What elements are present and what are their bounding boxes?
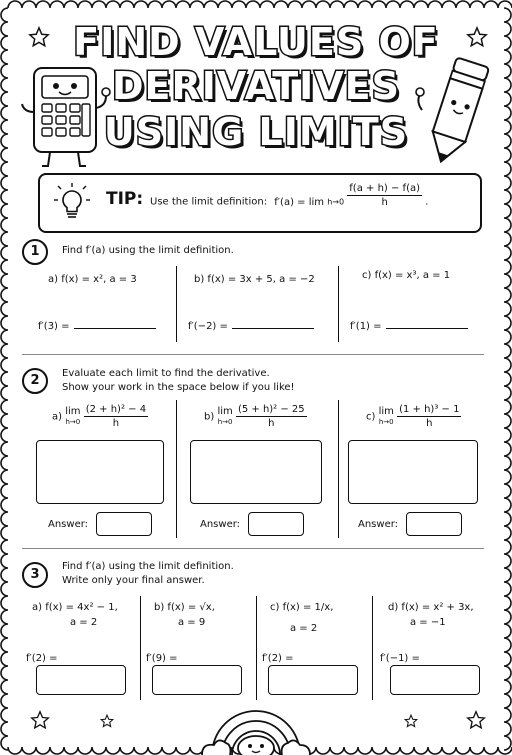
s1-answer-label-b: f′(−2) = (188, 321, 228, 332)
s1-divider (176, 266, 177, 342)
section-1-instruction: Find f′(a) using the limit definition. (62, 245, 234, 256)
s2-denominator-a: h (112, 418, 120, 429)
s3-divider (372, 596, 373, 700)
s2-work-box-c[interactable] (348, 440, 478, 504)
s2-answer-label-a: Answer: (48, 519, 89, 530)
tip-formula-sub: h→0 (327, 197, 345, 207)
s2-problem-a (52, 404, 148, 429)
s3-answer-box-a[interactable] (36, 665, 126, 695)
s2-lim-c: lim h→0 (378, 405, 394, 426)
s1-question-b: b) f(x) = 3x + 5, a = −2 (194, 274, 315, 285)
s3-answer-label-a: f′(2) = (26, 653, 58, 664)
s1-answer-a[interactable] (38, 321, 156, 332)
s3-answer-label-d: f′(−1) = (380, 653, 420, 664)
s3-question-c: c) f(x) = 1/x, (270, 602, 334, 613)
s2-work-box-a[interactable] (36, 440, 164, 504)
title-line-2: DERIVATIVES (112, 64, 400, 108)
title-line-1: FIND VALUES OF (73, 20, 439, 64)
s1-divider (338, 266, 339, 342)
section-3-instruction-1: Find f′(a) using the limit definition. (62, 561, 234, 572)
section-2-number: 2 (22, 368, 48, 394)
s2-numerator-c: (1 + h)³ − 1 (399, 404, 460, 415)
tip-formula-denominator: h (381, 197, 388, 208)
tip-formula-end: . (425, 196, 429, 208)
s3-a-value-a: a = 2 (70, 617, 98, 628)
s2-numerator-b: (5 + h)² − 25 (237, 404, 305, 415)
section-2-instruction-1: Evaluate each limit to find the derivative. (62, 368, 270, 379)
section-3-instruction-2: Write only your final answer. (62, 575, 205, 586)
s1-answer-label-a: f′(3) = (38, 321, 70, 332)
tip-text (150, 183, 429, 208)
section-3-number: 3 (22, 562, 48, 588)
s1-answer-c[interactable] (350, 321, 468, 332)
rainbow-mascot-icon (196, 698, 316, 755)
answer-line[interactable] (232, 328, 314, 329)
s2-problem-c (366, 404, 461, 429)
s3-answer-box-b[interactable] (152, 665, 242, 695)
s2-divider (176, 400, 177, 538)
s2-numerator-a: (2 + h)² − 4 (85, 404, 147, 415)
section-divider (22, 548, 484, 549)
s2-denominator-c: h (426, 418, 433, 429)
s3-question-b: b) f(x) = √x, (154, 602, 215, 613)
tip-formula-numerator: f(a + h) − f(a) (349, 183, 420, 194)
tip-intro: Use the limit definition: (150, 196, 268, 208)
s2-lim-b: lim h→0 (217, 405, 233, 426)
s2-answer-box-c[interactable] (406, 512, 462, 536)
star-icon (30, 710, 50, 730)
s3-question-a: a) f(x) = 4x² − 1, (32, 602, 118, 613)
s1-question-c: c) f(x) = x³, a = 1 (362, 270, 451, 281)
s2-answer-box-b[interactable] (248, 512, 304, 536)
answer-line[interactable] (386, 328, 468, 329)
s2-lim-a: lim h→0 (65, 405, 81, 426)
star-icon (100, 714, 114, 728)
s2-letter-a: a) (52, 411, 63, 423)
s1-question-a: a) f(x) = x², a = 3 (48, 274, 137, 285)
star-icon (466, 710, 486, 730)
s2-denominator-b: h (268, 418, 275, 429)
s3-question-d: d) f(x) = x² + 3x, (388, 602, 474, 613)
s2-divider (338, 400, 339, 538)
s2-letter-b: b) (204, 411, 215, 423)
s1-answer-label-c: f′(1) = (350, 321, 382, 332)
s2-answer-label-c: Answer: (358, 519, 399, 530)
s3-answer-label-c: f′(2) = (262, 653, 294, 664)
s1-answer-b[interactable] (188, 321, 314, 332)
section-divider (22, 354, 484, 355)
s2-work-box-b[interactable] (190, 440, 322, 504)
s2-letter-c: c) (366, 411, 376, 423)
s3-divider (140, 596, 141, 700)
lightbulb-icon (50, 181, 94, 225)
s3-a-value-b: a = 9 (178, 617, 206, 628)
s2-answer-label-b: Answer: (200, 519, 241, 530)
tip-formula-fraction (347, 183, 422, 208)
s3-a-value-c: a = 2 (290, 623, 318, 634)
tip-formula-lhs: f′(a) = lim (274, 196, 325, 208)
s2-problem-b (204, 404, 307, 429)
tip-label: TIP: (106, 189, 144, 209)
s3-answer-box-d[interactable] (390, 665, 480, 695)
answer-line[interactable] (74, 328, 156, 329)
s3-divider (256, 596, 257, 700)
s3-answer-box-c[interactable] (268, 665, 358, 695)
s3-answer-label-b: f′(9) = (146, 653, 178, 664)
s3-a-value-d: a = −1 (410, 617, 446, 628)
section-1-number: 1 (22, 239, 48, 265)
title-line-3: USING LIMITS (103, 110, 409, 154)
s2-answer-box-a[interactable] (96, 512, 152, 536)
star-icon (404, 714, 418, 728)
tip-box (38, 173, 482, 233)
section-2-instruction-2: Show your work in the space below if you like! (62, 382, 295, 393)
